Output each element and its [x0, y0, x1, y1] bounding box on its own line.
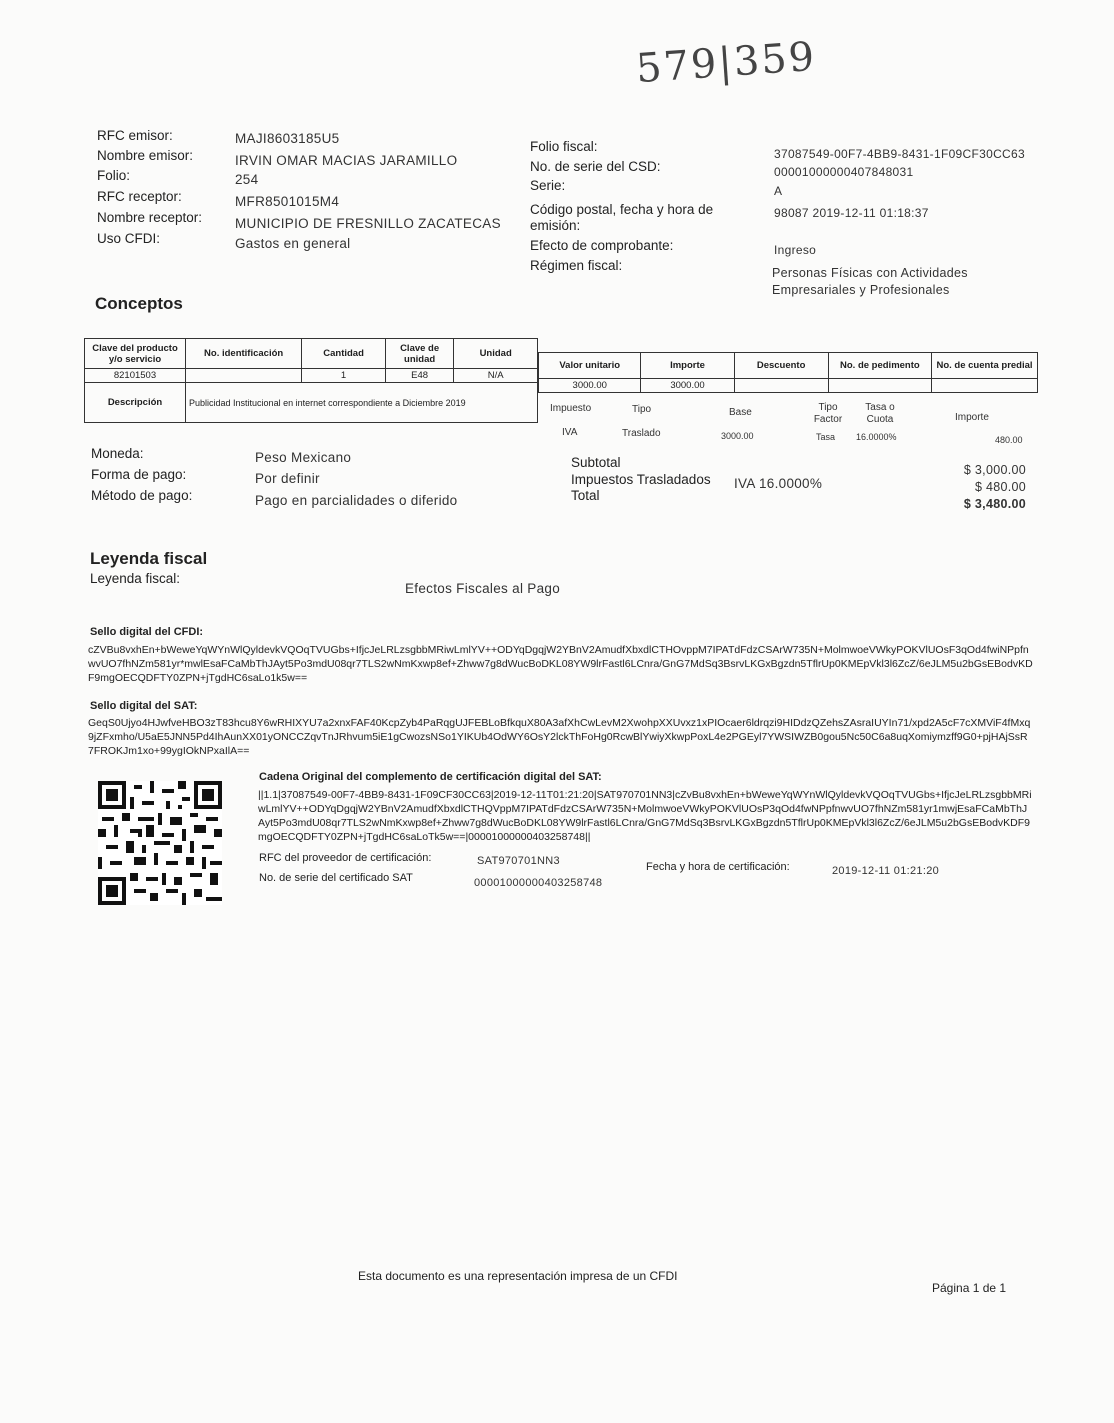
leyenda-value: Efectos Fiscales al Pago	[405, 581, 561, 596]
imp-cell-tipo-factor: Tasa	[816, 432, 836, 442]
rfc-receptor-label: RFC receptor:	[97, 189, 182, 204]
fecha-cert-label: Fecha y hora de certificación:	[646, 861, 790, 873]
cell-unidad: N/A	[454, 369, 538, 383]
imp-cell-base: 3000.00	[721, 431, 754, 441]
imp-header-importe: Importe	[955, 412, 989, 423]
sello-sat-value: GeqS0Ujyo4HJwfveHBO3zT83hcu8Y6wRHIXYU7a2xnxFAF40KcpZyb4PaRqgUJFEBLoBfkquX80A3afXhCwLevM2XwohpXXUvxz1xPIOcaer6ldrqzi9HIDdzQZehsZAsraIUYIn71/xpd2A5cF7cXMViF4fMxq9jZFxmho/U5aE5JNN5Pd4IhAunXX01yONCCZqvTnJRhvum5iE1gCwozsNSo1YIKUb4OdWY6OsY2lckThFoHg0RcwBlYwiyXkwpPoxL4e2PGEyl7YWSIWZB0gou5Nc50C6a8uqXomiymzff9G0+pjHAjSsR7FROKJm1xo+99ygIOkNPxaIlA==	[88, 717, 1031, 757]
cell-pedimento	[828, 379, 931, 393]
total-label: Total	[571, 488, 600, 503]
sello-cfdi-value: cZVBu8vxhEn+bWeweYqWYnWlQyldevkVQOqTVUGbs+IfjcJeLRLzsgbbMRiwLmlYV++ODYqDgqjW2YBnV2AmudfXbxdlCTHOvppM7IPATdFdzCSArW735N+MolmwoeVWkyPOKVlUOsF3qOd4fwiNPpfnwvUO7fhNZm581yr*mwlEsaFCaMbThJAyt5Po3mdU08qr7TLS2wNmKxwp8ef+Zhww7g8dWucBoDKL08YW9lrFastl6LCnra/GnG7MdSq3BsrvLKGxBgzdn5TflrUp0KMEpVkl3l6ZcZ/6eJLM5u2bGsEBodvKDF9mgOECQDFTY0ZPN+jTgdHC6saLo1k5w==	[88, 644, 1033, 684]
forma-pago-label: Forma de pago:	[91, 467, 187, 482]
total-value: $ 3,480.00	[963, 497, 1026, 511]
header-valor-unitario: Valor unitario	[539, 353, 641, 379]
rfc-proveedor-label: RFC del proveedor de certificación:	[259, 852, 432, 864]
cp-fecha-value: 98087 2019-12-11 01:18:37	[774, 206, 929, 220]
leyenda-title: Leyenda fiscal	[90, 549, 208, 568]
serie-csd-value: 00001000000407848031	[774, 165, 914, 179]
cell-descuento	[734, 379, 828, 393]
cell-valor-unitario: 3000.00	[539, 379, 641, 393]
rfc-proveedor-value: SAT970701NN3	[477, 855, 560, 867]
folio-value: 254	[235, 172, 259, 187]
header-cuenta-predial: No. de cuenta predial	[932, 353, 1038, 379]
nombre-emisor-label: Nombre emisor:	[97, 148, 194, 163]
cadena-value: ||1.1|37087549-00F7-4BB9-8431-1F09CF30CC63|2019-12-11T01:21:20|SAT970701NN3|cZvBu8vxhEn+bWeweYqWYnWlQyldevkVQOqTVUGbs+IfjcJeLRLzsgbbMRiwLmlYV++ODYqDgqjW2YBnV2AmudfXbxdlCTHQVppM7IPATdFdzCSArW735N+MolmwoeVWkyPOKVlUOsP3qOd4fwNPpfnwvUO7fhNZm581yr1mwjEsaFCaMbThJAyt5Po3mdU08qr7TLS2wNmKxwp8ef+Zhww7g8dWucBoDKL08YW9lrFastl6LCnra/GnG7MdSq3BsrvLKGxBgzdn5TflrUp0KMEpVkl3l6ZcZ/6eJLM5u2bGsEBodvKDF9mgOECQDFTY0ZPN+jTgdHC6saLoTk5w==|00001000000403258748||	[258, 789, 1032, 843]
header-importe: Importe	[641, 353, 734, 379]
imp-header-impuesto: Impuesto	[550, 403, 592, 414]
handwritten-note: 579|359	[634, 33, 818, 93]
page-number: Página 1 de 1	[932, 1281, 1007, 1295]
conceptos-table-right	[538, 352, 1038, 393]
header-no-identificacion: No. identificación	[186, 339, 302, 369]
efecto-value: Ingreso	[774, 243, 817, 257]
cell-cuenta-predial	[932, 379, 1038, 393]
efecto-label: Efecto de comprobante:	[530, 238, 674, 253]
cp-fecha-label: Código postal, fecha y hora de emisión:	[530, 202, 714, 233]
header-cantidad: Cantidad	[302, 339, 386, 369]
regimen-label: Régimen fiscal:	[530, 258, 623, 273]
descripcion-label: Descripción	[85, 383, 186, 423]
metodo-pago-value: Pago en parcialidades o diferido	[255, 493, 458, 508]
cell-cantidad: 1	[302, 369, 386, 383]
rfc-receptor-value: MFR8501015M4	[235, 194, 340, 209]
qr-code	[98, 779, 222, 907]
forma-pago-value: Por definir	[255, 471, 320, 486]
serie-sat-label: No. de serie del certificado SAT	[259, 872, 413, 884]
imp-header-tasa: Tasa o Cuota	[865, 402, 895, 425]
fecha-cert-value: 2019-12-11 01:21:20	[832, 865, 940, 877]
sello-cfdi-label: Sello digital del CFDI:	[90, 626, 204, 638]
impuestos-tipo: IVA 16.0000%	[734, 476, 823, 491]
nombre-receptor-value: MUNICIPIO DE FRESNILLO ZACATECAS	[235, 216, 501, 231]
serie-csd-label: No. de serie del CSD:	[530, 159, 661, 174]
moneda-value: Peso Mexicano	[255, 450, 352, 465]
imp-header-base: Base	[729, 407, 752, 418]
subtotal-label: Subtotal	[571, 455, 621, 470]
serie-sat-value: 00001000000403258748	[474, 877, 603, 889]
rfc-emisor-value: MAJI8603185U5	[235, 131, 340, 146]
folio-label: Folio:	[97, 168, 131, 183]
cell-identificacion	[186, 369, 302, 383]
nombre-receptor-label: Nombre receptor:	[97, 210, 203, 225]
serie-value: A	[774, 184, 783, 198]
header-no-pedimento: No. de pedimento	[828, 353, 931, 379]
cell-importe: 3000.00	[641, 379, 734, 393]
serie-label: Serie:	[530, 178, 566, 193]
cell-clave: 82101503	[85, 369, 186, 383]
folio-fiscal-label: Folio fiscal:	[530, 139, 598, 154]
imp-cell-impuesto: IVA	[562, 427, 578, 438]
sello-sat-label: Sello digital del SAT:	[90, 700, 198, 712]
metodo-pago-label: Método de pago:	[91, 488, 193, 503]
impuestos-value: $ 480.00	[974, 480, 1026, 494]
imp-cell-tipo: Traslado	[622, 428, 661, 439]
imp-header-tipo-factor: Tipo Factor	[813, 402, 843, 425]
nombre-emisor-value: IRVIN OMAR MACIAS JARAMILLO	[235, 153, 458, 168]
cadena-label: Cadena Original del complemento de certificación digital del SAT:	[259, 771, 602, 783]
header-descuento: Descuento	[734, 353, 828, 379]
regimen-value: Personas Físicas con Actividades Empresariales y Profesionales	[772, 266, 968, 297]
rfc-emisor-label: RFC emisor:	[97, 128, 173, 143]
subtotal-value: $ 3,000.00	[963, 463, 1026, 477]
conceptos-title: Conceptos	[95, 294, 183, 313]
imp-header-tipo: Tipo	[632, 404, 652, 415]
impuestos-label: Impuestos Trasladados	[571, 472, 711, 487]
header-clave-producto: Clave del producto y/o servicio	[85, 339, 186, 369]
header-clave-unidad: Clave de unidad	[385, 339, 453, 369]
footer-text: Esta documento es una representación impresa de un CFDI	[358, 1269, 678, 1283]
folio-fiscal-value: 37087549-00F7-4BB9-8431-1F09CF30CC63	[774, 147, 1025, 161]
leyenda-label: Leyenda fiscal:	[90, 571, 181, 586]
uso-cfdi-label: Uso CFDI:	[97, 231, 161, 246]
moneda-label: Moneda:	[91, 446, 144, 461]
imp-cell-importe: 480.00	[995, 435, 1023, 445]
descripcion-value: Publicidad Institucional en internet correspondiente a Diciembre 2019	[186, 383, 538, 423]
cell-clave-unidad: E48	[385, 369, 453, 383]
uso-cfdi-value: Gastos en general	[235, 236, 351, 251]
header-unidad: Unidad	[454, 339, 538, 369]
imp-cell-tasa: 16.0000%	[856, 432, 897, 442]
conceptos-table-left	[84, 338, 538, 423]
